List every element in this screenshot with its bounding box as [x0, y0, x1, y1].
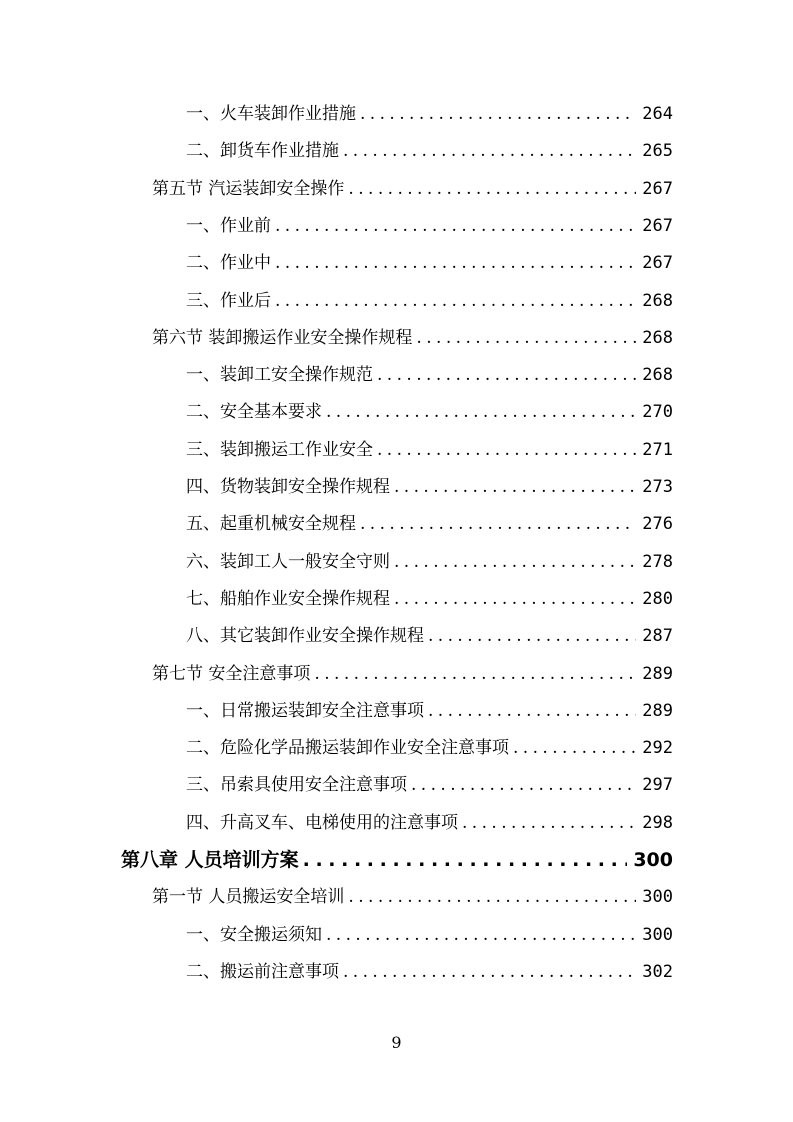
toc-entry[interactable]: [186, 248, 673, 285]
toc-entry-page: 292: [642, 738, 673, 759]
toc-dot-leader: [411, 775, 636, 795]
toc-entry-page: 276: [642, 514, 673, 535]
toc-entry-label: 二、安全基本要求: [186, 402, 322, 423]
toc-dot-leader: [343, 962, 636, 982]
toc-entry-page: 300: [642, 924, 673, 945]
toc-entry[interactable]: [186, 584, 673, 621]
toc-entry-page: 302: [642, 961, 673, 982]
toc-dot-leader: [326, 402, 636, 422]
toc-entry-label: 三、吊索具使用安全注意事项: [186, 775, 407, 796]
toc-dot-leader: [377, 365, 636, 385]
toc-entry[interactable]: [186, 509, 673, 546]
toc-entry[interactable]: [186, 621, 673, 658]
toc-entry-label: 二、卸货车作业措施: [186, 141, 339, 162]
toc-dot-leader: [513, 738, 636, 758]
toc-entry-page: 271: [642, 439, 673, 460]
toc-entry[interactable]: [152, 174, 673, 211]
toc-entry-label: 三、作业后: [186, 290, 271, 311]
toc-entry-label: 五、起重机械安全规程: [186, 514, 356, 535]
toc-entry-label: 二、搬运前注意事项: [186, 961, 339, 982]
toc-entry[interactable]: [186, 696, 673, 733]
toc-dot-leader: [275, 216, 636, 236]
toc-entry-page: 287: [642, 626, 673, 647]
toc-entry-page: 289: [642, 700, 673, 721]
toc-entry[interactable]: [121, 845, 673, 882]
toc-entry-label: 一、安全搬运须知: [186, 924, 322, 945]
toc-entry-label: 第六节 装卸搬运作业安全操作规程: [152, 327, 413, 348]
page-number: 9: [391, 1033, 402, 1052]
toc-dot-leader: [275, 253, 636, 273]
toc-entry-page: 268: [642, 365, 673, 386]
toc-entry-label: 二、作业中: [186, 253, 271, 274]
toc-entry[interactable]: [152, 882, 673, 919]
toc-entry-page: 297: [642, 775, 673, 796]
toc-entry-label: 第八章 人员培训方案: [121, 849, 299, 871]
toc-entry-page: 268: [642, 290, 673, 311]
toc-dot-leader: [275, 291, 636, 311]
toc-entry-page: 268: [642, 327, 673, 348]
toc-dot-leader: [394, 552, 636, 572]
toc-entry-label: 八、其它装卸作业安全操作规程: [186, 626, 424, 647]
toc-entry[interactable]: [186, 136, 673, 173]
toc-entry-page: 298: [642, 812, 673, 833]
toc-entry[interactable]: [186, 435, 673, 472]
toc-entry[interactable]: [186, 547, 673, 584]
toc-entry[interactable]: [186, 957, 673, 994]
toc-entry-page: 300: [642, 887, 673, 908]
toc-entry-page: 267: [642, 178, 673, 199]
toc-entry[interactable]: [186, 733, 673, 770]
toc-entry-label: 七、船舶作业安全操作规程: [186, 588, 390, 609]
toc-entry[interactable]: [186, 770, 673, 807]
toc-entry-label: 一、日常搬运装卸安全注意事项: [186, 700, 424, 721]
toc-entry[interactable]: [152, 323, 673, 360]
toc-entry-page: 264: [642, 104, 673, 124]
toc-dot-leader: [343, 141, 636, 161]
toc-entry[interactable]: [186, 397, 673, 434]
toc-entry-label: 一、火车装卸作业措施: [186, 104, 356, 124]
toc-entry-page: 273: [642, 477, 673, 497]
toc-dot-leader: [428, 626, 636, 646]
toc-entry[interactable]: [186, 99, 673, 136]
toc-dot-leader: [377, 440, 636, 460]
toc-dot-leader: [462, 813, 636, 833]
toc-entry[interactable]: [186, 286, 673, 323]
toc-entry-label: 四、升高叉车、电梯使用的注意事项: [186, 812, 458, 833]
toc-dot-leader: [314, 664, 636, 684]
toc-dot-leader: [394, 589, 636, 609]
toc-dot-leader: [360, 104, 636, 124]
toc-dot-leader: [348, 887, 636, 907]
toc-entry-page: 300: [633, 849, 673, 871]
toc-entry-label: 六、装卸工人一般安全守则: [186, 551, 390, 572]
toc-entry-label: 第五节 汽运装卸安全操作: [152, 178, 345, 199]
toc-entry[interactable]: [186, 211, 673, 248]
toc-dot-leader: [428, 701, 636, 721]
toc-entry[interactable]: [186, 920, 673, 957]
toc-dot-leader: [394, 477, 636, 497]
toc-entry-page: 278: [642, 551, 673, 572]
toc-entry-page: 270: [642, 402, 673, 423]
toc-entry-label: 第一节 人员搬运安全培训: [152, 887, 345, 908]
toc-dot-leader: [303, 849, 628, 871]
toc-entry-page: 267: [642, 253, 673, 274]
toc-entry-label: 四、货物装卸安全操作规程: [186, 477, 390, 497]
toc-entry-label: 三、装卸搬运工作业安全: [186, 439, 373, 460]
toc-entry[interactable]: [186, 360, 673, 397]
toc-dot-leader: [326, 925, 636, 945]
toc-dot-leader: [416, 328, 636, 348]
toc-entry-page: 289: [642, 663, 673, 684]
toc-entry[interactable]: [186, 472, 673, 509]
toc-entry-label: 第七节 安全注意事项: [152, 663, 311, 684]
toc-entry-page: 267: [642, 215, 673, 236]
toc-entry-label: 一、作业前: [186, 215, 271, 236]
toc-dot-leader: [348, 179, 636, 199]
toc-entry-label: 二、危险化学品搬运装卸作业安全注意事项: [186, 738, 509, 759]
toc-entry-label: 一、装卸工安全操作规范: [186, 365, 373, 386]
toc-entry[interactable]: [152, 659, 673, 696]
toc-entry-page: 265: [642, 141, 673, 162]
toc-dot-leader: [360, 514, 636, 534]
toc-entry-page: 280: [642, 588, 673, 609]
toc-entry[interactable]: [186, 808, 673, 845]
